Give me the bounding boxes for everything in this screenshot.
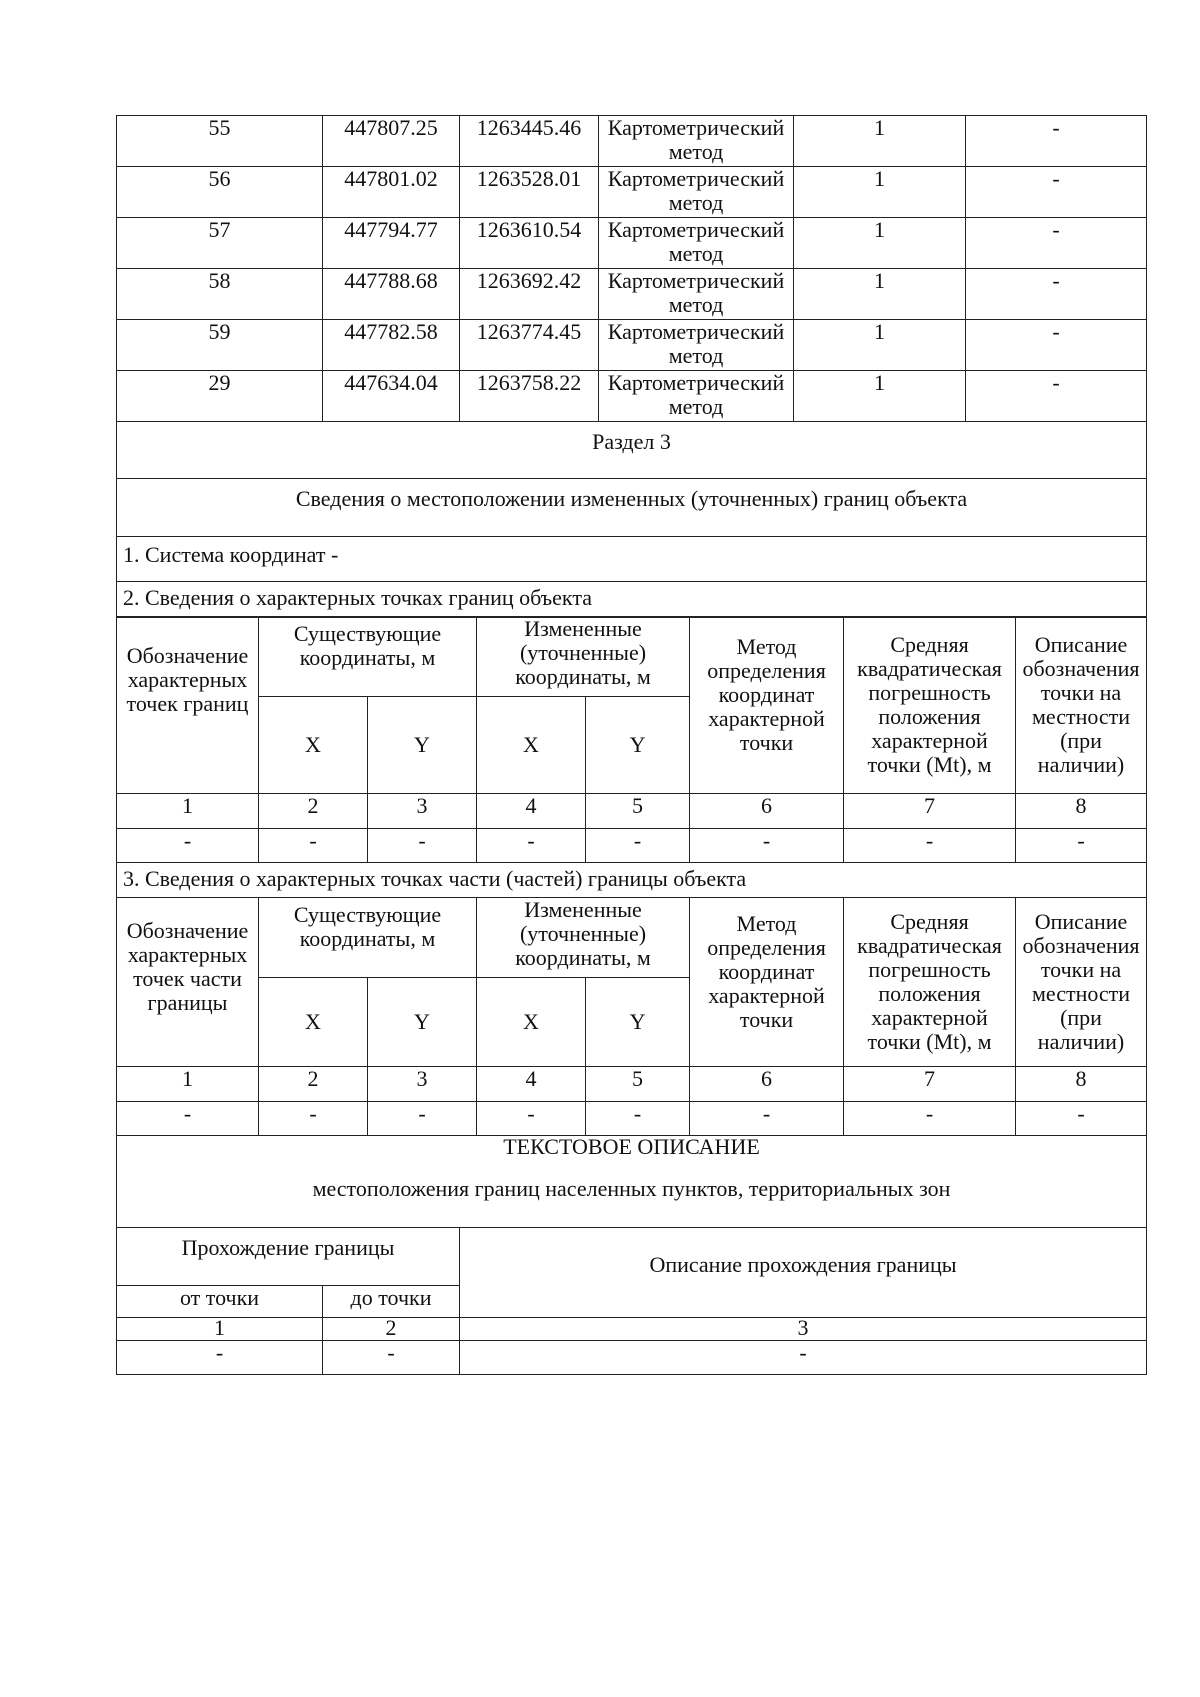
header-existing-coords: Существующие координаты, м [259, 617, 477, 697]
point-description: - [966, 320, 1147, 371]
header-y: Y [586, 697, 690, 794]
column-number: 4 [477, 1067, 586, 1102]
cell-empty: - [1016, 1102, 1147, 1136]
mt-value: 1 [794, 371, 966, 422]
header-x: X [477, 978, 586, 1067]
coord-y: 1263774.45 [460, 320, 599, 371]
header-changed-coords: Измененные (уточненные) координаты, м [477, 898, 690, 978]
header-designation: Обозначение характерных точек границ [117, 617, 259, 794]
boundary-parts-table [116, 897, 1147, 1136]
column-numbers-row [117, 1318, 1147, 1341]
coord-x: 447782.58 [323, 320, 460, 371]
header-y: Y [368, 697, 477, 794]
cell-empty: - [477, 829, 586, 863]
table-row [117, 167, 1147, 218]
header-method: Метод определения координат характерной точки [690, 898, 844, 1067]
header-from-point: от точки [117, 1286, 323, 1318]
point-number: 58 [117, 269, 323, 320]
column-number: 2 [323, 1318, 460, 1341]
header-x: X [477, 697, 586, 794]
method: Картометрический метод [599, 371, 794, 422]
cell-empty: - [1016, 829, 1147, 863]
header-passage: Прохождение границы [117, 1228, 460, 1286]
column-number: 8 [1016, 794, 1147, 829]
cell-empty: - [844, 829, 1016, 863]
table-row [117, 218, 1147, 269]
coord-y: 1263528.01 [460, 167, 599, 218]
column-number: 5 [586, 1067, 690, 1102]
header-designation: Обозначение характерных точек части границы [117, 898, 259, 1067]
header-existing-coords: Существующие координаты, м [259, 898, 477, 978]
column-number: 1 [117, 794, 259, 829]
parts-heading: 3. Сведения о характерных точках части (частей) границы объекта [117, 863, 1147, 898]
table-row [117, 1341, 1147, 1375]
mt-value: 1 [794, 320, 966, 371]
text-description-table [116, 1135, 1147, 1375]
cell-empty: - [117, 1102, 259, 1136]
column-number: 3 [460, 1318, 1147, 1341]
column-number: 1 [117, 1318, 323, 1341]
column-number: 6 [690, 794, 844, 829]
points-heading: 2. Сведения о характерных точках границ объекта [117, 582, 1147, 618]
mt-value: 1 [794, 167, 966, 218]
coord-x: 447807.25 [323, 116, 460, 167]
coord-x: 447634.04 [323, 371, 460, 422]
mt-value: 1 [794, 116, 966, 167]
table-row [117, 1102, 1147, 1136]
header-y: Y [368, 978, 477, 1067]
column-number: 2 [259, 1067, 368, 1102]
header-method: Метод определения координат характерной точки [690, 617, 844, 794]
coord-y: 1263610.54 [460, 218, 599, 269]
point-description: - [966, 218, 1147, 269]
column-number: 2 [259, 794, 368, 829]
column-number: 4 [477, 794, 586, 829]
header-y: Y [586, 978, 690, 1067]
coord-y: 1263758.22 [460, 371, 599, 422]
cell-empty: - [368, 829, 477, 863]
header-x: X [259, 978, 368, 1067]
cell-empty: - [117, 1341, 323, 1375]
coordinate-system: 1. Система координат - [117, 537, 1147, 582]
cell-empty: - [844, 1102, 1016, 1136]
header-description: Описание обозначения точки на местности (при наличии) [1016, 898, 1147, 1067]
cell-empty: - [477, 1102, 586, 1136]
header-changed-coords: Измененные (уточненные) координаты, м [477, 617, 690, 697]
coord-y: 1263692.42 [460, 269, 599, 320]
column-number: 8 [1016, 1067, 1147, 1102]
column-number: 3 [368, 1067, 477, 1102]
point-description: - [966, 116, 1147, 167]
method: Картометрический метод [599, 218, 794, 269]
point-number: 55 [117, 116, 323, 167]
boundary-points-table [116, 616, 1147, 898]
point-number: 56 [117, 167, 323, 218]
coord-x: 447788.68 [323, 269, 460, 320]
cell-empty: - [690, 1102, 844, 1136]
column-number: 1 [117, 1067, 259, 1102]
column-number: 3 [368, 794, 477, 829]
point-number: 59 [117, 320, 323, 371]
column-number: 7 [844, 1067, 1016, 1102]
method: Картометрический метод [599, 269, 794, 320]
header-description: Описание обозначения точки на местности (при наличии) [1016, 617, 1147, 794]
table-row [117, 320, 1147, 371]
column-numbers-row [117, 794, 1147, 829]
method: Картометрический метод [599, 167, 794, 218]
mt-value: 1 [794, 218, 966, 269]
cell-empty: - [368, 1102, 477, 1136]
text-description-block [117, 1136, 1147, 1228]
point-number: 57 [117, 218, 323, 269]
cell-empty: - [586, 829, 690, 863]
table-row [117, 371, 1147, 422]
header-mt: Средняя квадратическая погрешность положения характерной точки (Mt), м [844, 617, 1016, 794]
cell-empty: - [690, 829, 844, 863]
cell-empty: - [117, 829, 259, 863]
column-numbers-row [117, 1067, 1147, 1102]
column-number: 5 [586, 794, 690, 829]
coord-x: 447794.77 [323, 218, 460, 269]
text-description-title: ТЕКСТОВОЕ ОПИСАНИЕ [503, 1135, 760, 1159]
mt-value: 1 [794, 269, 966, 320]
coordinates-table [116, 115, 1147, 618]
column-number: 6 [690, 1067, 844, 1102]
text-description-subtitle: местоположения границ населенных пунктов, территориальных зон [312, 1176, 951, 1201]
header-to-point: до точки [323, 1286, 460, 1318]
header-x: X [259, 697, 368, 794]
section-subtitle: Сведения о местоположении измененных (уточненных) границ объекта [117, 479, 1147, 537]
cell-empty: - [586, 1102, 690, 1136]
point-description: - [966, 371, 1147, 422]
point-description: - [966, 167, 1147, 218]
table-row [117, 829, 1147, 863]
column-number: 7 [844, 794, 1016, 829]
cell-empty: - [460, 1341, 1147, 1375]
point-description: - [966, 269, 1147, 320]
table-row [117, 116, 1147, 167]
coord-y: 1263445.46 [460, 116, 599, 167]
method: Картометрический метод [599, 320, 794, 371]
header-passage-description: Описание прохождения границы [460, 1228, 1147, 1318]
method: Картометрический метод [599, 116, 794, 167]
header-mt: Средняя квадратическая погрешность положения характерной точки (Mt), м [844, 898, 1016, 1067]
section-title: Раздел 3 [117, 422, 1147, 479]
table-row [117, 269, 1147, 320]
coord-x: 447801.02 [323, 167, 460, 218]
point-number: 29 [117, 371, 323, 422]
cell-empty: - [259, 829, 368, 863]
cell-empty: - [323, 1341, 460, 1375]
cell-empty: - [259, 1102, 368, 1136]
